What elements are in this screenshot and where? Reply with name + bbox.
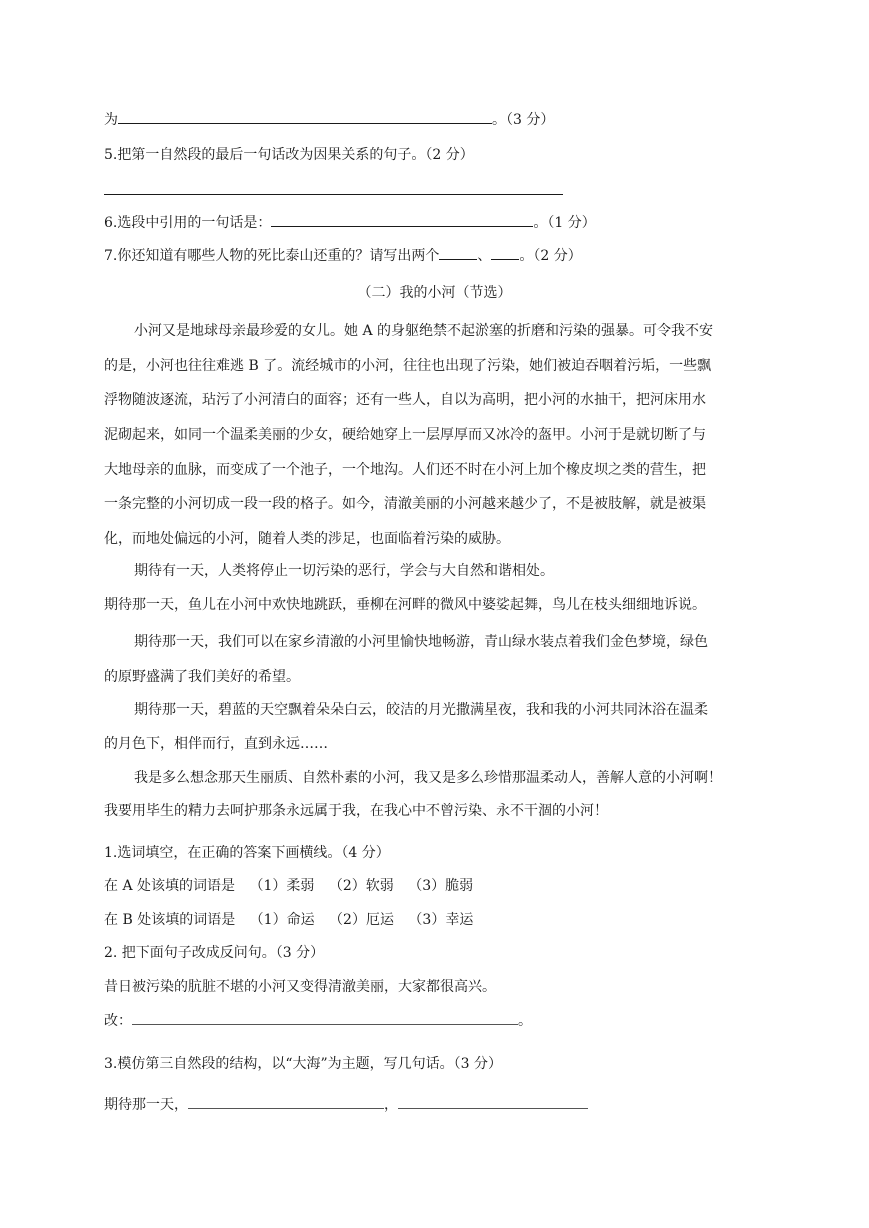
passage-line: 的原野盛满了我们美好的希望。	[104, 669, 300, 685]
q7-blank-2[interactable]	[491, 246, 519, 260]
passage-line: 大地母亲的血脉，而变成了一个池子，一个地沟。人们还不时在小河上加个橡皮坝之类的营生，把	[104, 462, 706, 478]
question-5: 5.把第一自然段的最后一句话改为因果关系的句子。（2 分）	[104, 147, 474, 163]
passage-line: 期待那一天，我们可以在家乡清澈的小河里愉快地畅游，青山绿水装点着我们金色梦境，绿色	[134, 634, 708, 650]
pq3-sep: ，	[384, 1097, 398, 1113]
pq2-sentence: 昔日被污染的肮脏不堪的小河又变得清澈美丽，大家都很高兴。	[104, 979, 496, 995]
passage-line: 期待有一天，人类将停止一切污染的恶行，学会与大自然和谐相处。	[134, 563, 554, 579]
pq1-a-option-1[interactable]: （1）柔弱	[249, 878, 315, 894]
pq1-a-option-3[interactable]: （3）脆弱	[408, 878, 474, 894]
question-4-continuation	[104, 110, 554, 130]
pq3-blank-1[interactable]	[188, 1095, 384, 1109]
question-7	[104, 246, 582, 266]
pq1-b-option-2[interactable]: （2）厄运	[329, 912, 394, 928]
pq2-answer	[104, 1011, 532, 1031]
passage-line: 浮物随波逐流，玷污了小河清白的面容；还有一些人，自以为高明，把小河的水抽干，把河床用水	[104, 392, 706, 408]
q4-score: 。（3 分）	[492, 112, 555, 128]
pq1-b-option-3[interactable]: （3）幸运	[408, 912, 474, 928]
pq3-answer	[104, 1095, 588, 1115]
passage-line: 我要用毕生的精力去呵护那条永远属于我，在我心中不曾污染、永不干涸的小河！	[104, 803, 608, 819]
pq1-a-prefix: 在 A 处该填的词语是	[104, 878, 236, 894]
passage-line: 我是多么想念那天生丽质、自然朴素的小河，我又是多么珍惜那温柔动人，善解人意的小河啊！	[134, 770, 722, 786]
passage-line: 一条完整的小河切成一段一段的格子。如今，清澈美丽的小河越来越少了，不是被肢解，就是被渠	[104, 496, 706, 512]
pq2-answer-suffix: 。	[518, 1013, 532, 1029]
q7-score: 。（2 分）	[519, 248, 582, 264]
question-6	[104, 213, 596, 233]
pq1-b-option-1[interactable]: （1）命运	[249, 912, 315, 928]
q4-answer-blank[interactable]	[118, 110, 492, 124]
passage-line: 的是，小河也往往难逃 B 了。流经城市的小河，往往也出现了污染，她们被迫吞咽着污垢，一些飘	[104, 358, 712, 374]
pq1-a-option-2[interactable]: （2）软弱	[328, 878, 394, 894]
q7-blank-1[interactable]	[439, 246, 477, 260]
passage-question-2: 2. 把下面句子改成反问句。（3 分）	[104, 945, 325, 961]
passage-line: 小河又是地球母亲最珍爱的女儿。她 A 的身躯绝禁不起淤塞的折磨和污染的强暴。可令我不安	[134, 323, 714, 339]
passage-title: （二）我的小河（节选）	[357, 285, 512, 301]
q5-answer-line[interactable]	[104, 194, 563, 195]
q6-score: 。（1 分）	[533, 215, 596, 231]
passage-line: 化，而地处偏远的小河，随着人类的涉足，也面临着污染的威胁。	[104, 531, 510, 547]
passage-line: 泥砌起来，如同一个温柔美丽的少女，硬给她穿上一层厚厚而又冰冷的盔甲。小河于是就切断了与	[104, 427, 706, 443]
pq1-row-b	[104, 910, 473, 930]
passage-line: 期待那一天，碧蓝的天空飘着朵朵白云，皎洁的月光撒满星夜，我和我的小河共同沐浴在温柔	[134, 702, 708, 718]
pq2-answer-blank[interactable]	[132, 1011, 518, 1025]
pq3-answer-prefix: 期待那一天，	[104, 1097, 188, 1113]
q4-prefix: 为	[104, 112, 118, 128]
passage-question-3: 3.模仿第三自然段的结构，以“大海”为主题，写几句话。（3 分）	[104, 1056, 503, 1072]
q6-answer-blank[interactable]	[271, 213, 533, 227]
q7-text: 7.你还知道有哪些人物的死比泰山还重的？请写出两个	[104, 248, 440, 264]
pq2-answer-prefix: 改：	[104, 1013, 132, 1029]
passage-line: 的月色下，相伴而行，直到永远……	[104, 736, 328, 752]
pq1-row-a	[104, 876, 473, 896]
q7-sep: 、	[477, 248, 492, 264]
passage-line: 期待那一天，鱼儿在小河中欢快地跳跃，垂柳在河畔的微风中婆娑起舞，鸟儿在枝头细细地诉说。	[104, 597, 706, 613]
pq3-blank-2[interactable]	[398, 1095, 588, 1109]
q6-text: 6.选段中引用的一句话是：	[104, 215, 272, 231]
pq1-b-prefix: 在 B 处该填的词语是	[104, 912, 236, 928]
passage-question-1: 1.选词填空，在正确的答案下画横线。（4 分）	[104, 845, 390, 861]
